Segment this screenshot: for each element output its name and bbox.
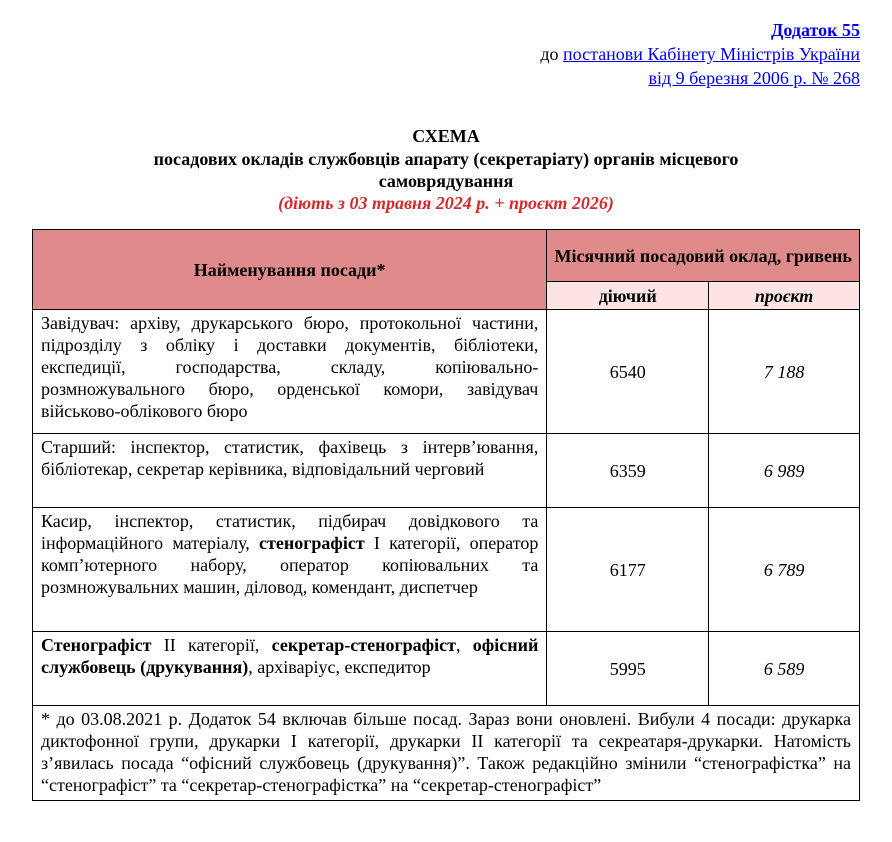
title-line-1: СХЕМА [412,126,480,146]
table-row [33,632,860,706]
current-salary: 6359 [547,434,709,508]
position-text: II категорії, [151,635,272,655]
position-text: , [455,635,473,655]
document-reference [540,18,860,90]
salary-table [32,229,860,801]
project-salary: 6 989 [709,434,860,508]
resolution-link[interactable]: постанови Кабінету Міністрів України [563,44,860,64]
project-salary: 7 188 [709,310,860,434]
footnote-row [33,706,860,801]
header-salary: Місячний посадовий оклад, гривень [547,230,860,282]
project-salary: 6 589 [709,632,860,706]
title-line-2: посадових окладів службовців апарату (секретаріату) органів місцевого самоврядування [153,149,739,191]
position-text: , архіваріус, експедитор [248,657,431,677]
current-salary: 6177 [547,508,709,632]
position-name: Завідувач: архіву, друкарського бюро, протокольної частини, підрозділу з обліку і доставки документів, бібліотеки, експедиції, господарства, складу, копіювально-розмножувального бюро, орденської комори, завідувач військово-облікового бюро [33,310,547,434]
project-salary: 6 789 [709,508,860,632]
date-link[interactable]: від 9 березня 2006 р. № 268 [648,68,860,88]
title-line-3: (діють з 03 травня 2024 р. + проєкт 2026) [278,193,614,213]
position-text: Касир, інспектор, статистик, підбирач довідкового та інформаційного матеріалу, [41,511,539,553]
header-current: діючий [547,282,709,310]
table-row [33,508,860,632]
position-text-bold: Стенографіст [41,635,152,655]
header-position-name: Найменування посади* [33,230,547,310]
footnote: * до 03.08.2021 р. Додаток 54 включав більше посад. Зараз вони оновлені. Вибули 4 посади: друкарка диктофонної групи, друкарки I категорії, друкарки II категорії та секреатаря-друкарки. Натомість з’явилась посада “офісний службовець (друкування)”. Також редакційно змінили “стенографістка” на “стенографіст” та “секретар-стенографістка” на “секретар-стенографіст” [33,706,860,801]
table-row [33,434,860,508]
current-salary: 6540 [547,310,709,434]
position-name [33,508,547,632]
table-row [33,310,860,434]
position-name [33,632,547,706]
position-text-bold: стенографіст [259,533,365,553]
annex-link[interactable]: Додаток 55 [771,20,860,40]
position-name: Старший: інспектор, статистик, фахівець з інтерв’ювання, бібліотекар, секретар керівника, відповідальний черговий [33,434,547,508]
header-project: проєкт [709,282,860,310]
position-text-bold: офісний службовець (друкування) [41,635,539,677]
current-salary: 5995 [547,632,709,706]
position-text-bold: секретар-стенографіст [271,635,456,655]
to-prefix: до [540,44,564,64]
position-text: I категорії, оператор комп’ютерного набору, оператор копіювальних та розмножувальних машин, діловод, комендант, диспетчер [41,533,539,597]
document-title [0,124,892,214]
